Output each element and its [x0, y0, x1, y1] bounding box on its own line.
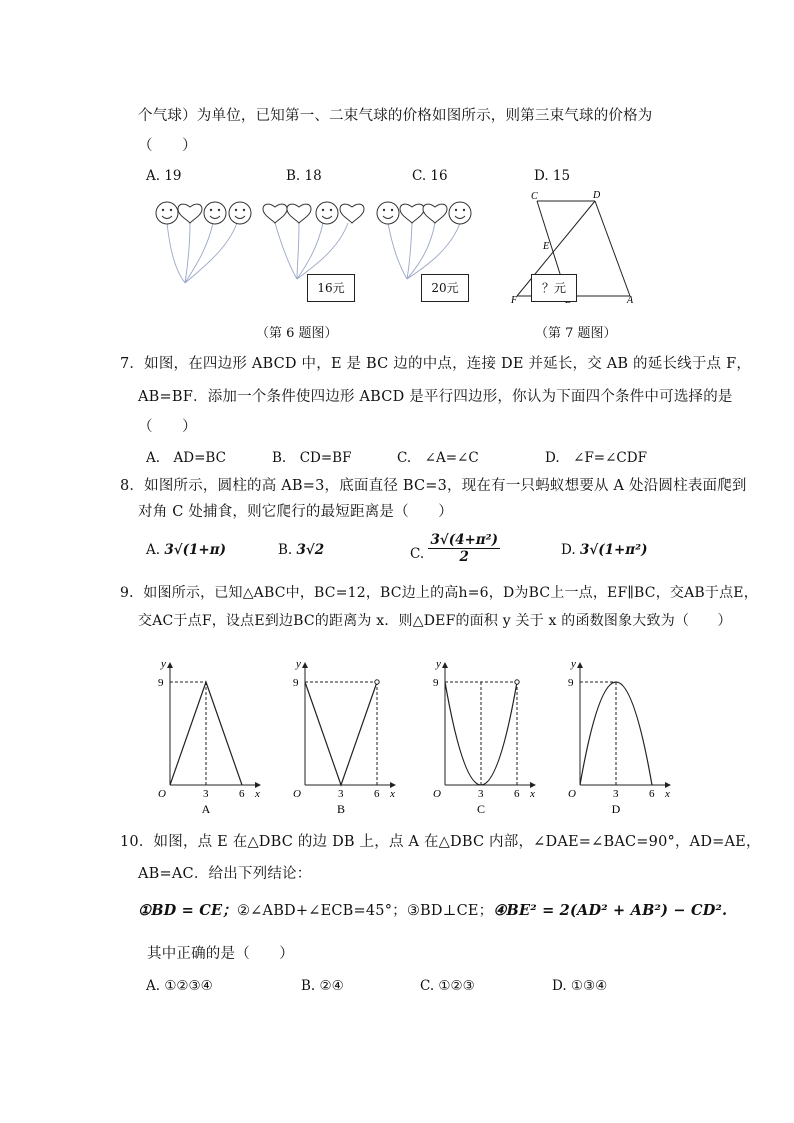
- q10-option-d[interactable]: D. ①③④: [552, 978, 608, 994]
- q9-b-y: y: [296, 658, 301, 670]
- q9-a-y: y: [161, 658, 166, 670]
- q7-label-f: F: [511, 295, 518, 306]
- q8-option-c-fraction: [428, 532, 500, 565]
- q10-option-c[interactable]: C. ①②③: [420, 978, 475, 994]
- q8-option-a[interactable]: [146, 542, 226, 558]
- q6-option-c[interactable]: C. 16: [412, 168, 448, 184]
- q6-price-box-1: 16元: [307, 274, 355, 302]
- q9-graph-d: [568, 658, 670, 816]
- q8-option-b[interactable]: [278, 542, 324, 558]
- q10-conclusion-2: ②∠ABD+∠ECB=45°；: [236, 903, 407, 919]
- q9-b-ytick: 9: [293, 677, 299, 689]
- q7-text-line1: 7．如图，在四边形 ABCD 中，E 是 BC 边的中点，连接 DE 并延长，交 AB 的延长线于点 F，: [120, 356, 752, 372]
- q8-option-a-value: 3√(1+π): [164, 542, 226, 558]
- balloon-bunch-2: [263, 202, 364, 279]
- q8-option-c-numerator: 3√(4+π²): [430, 532, 498, 548]
- q9-b-label: B: [336, 802, 346, 816]
- q9-graph-a: [158, 658, 260, 816]
- q9-d-ytick: 9: [568, 677, 574, 689]
- q7-option-b[interactable]: B. CD=BF: [272, 450, 352, 466]
- q9-a-x6: 6: [239, 788, 245, 800]
- q6-option-a[interactable]: A. 19: [146, 168, 182, 184]
- q10-text-line1: 10．如图，点 E 在△DBC 的边 DB 上，点 A 在△DBC 内部，∠DAE=∠BAC=90°，AD=AE，: [120, 834, 761, 850]
- q10-option-a[interactable]: A. ①②③④: [146, 978, 213, 994]
- q6-text-line1: 个气球）为单位，已知第一、二束气球的价格如图所示，则第三束气球的价格为: [138, 108, 653, 124]
- q9-b-x3: 3: [338, 788, 344, 800]
- q9-c-y: y: [436, 658, 441, 670]
- q9-a-x3: 3: [203, 788, 209, 800]
- q6-price-box-2: 20元: [421, 274, 469, 302]
- q9-graph-b: [293, 658, 395, 816]
- q7-paren: （ ）: [138, 419, 197, 435]
- q8-option-b-label: B.: [278, 542, 293, 558]
- q8-option-c[interactable]: [410, 532, 500, 565]
- q9-graphs: [150, 655, 680, 820]
- q7-label-a: A: [627, 295, 634, 306]
- q9-a-x: x: [255, 788, 260, 800]
- q8-option-d[interactable]: [561, 542, 647, 558]
- q9-a-label: A: [201, 802, 211, 816]
- q8-option-a-label: A.: [146, 542, 161, 558]
- q9-a-origin: O: [158, 788, 166, 800]
- q8-option-d-value: 3√(1+π²): [579, 542, 648, 558]
- q8-option-c-label: C.: [410, 545, 425, 562]
- q10-text-line2: AB=AC．给出下列结论：: [138, 866, 312, 882]
- q9-d-x6: 6: [649, 788, 655, 800]
- q8-text-line1: 8．如图所示，圆柱的高 AB=3，底面直径 BC=3，现在有一只蚂蚁想要从 A 处沿圆柱表面爬到: [120, 478, 747, 494]
- q8-option-c-denominator: 2: [459, 549, 469, 565]
- q6-option-d[interactable]: D. 15: [534, 168, 571, 184]
- q10-conclusion-3: ③BD⊥CE；: [406, 903, 494, 919]
- balloon-bunch-3: [377, 202, 471, 279]
- q7-caption: （第 7 题图）: [535, 326, 617, 341]
- q9-b-x6: 6: [374, 788, 380, 800]
- q9-c-x6: 6: [514, 788, 520, 800]
- q7-option-c[interactable]: C. ∠A=∠C: [397, 450, 479, 466]
- q10-conclusions: [138, 899, 727, 920]
- q9-graph-c: [433, 658, 535, 816]
- q8-option-d-label: D.: [561, 542, 576, 558]
- q10-ask: 其中正确的是（ ）: [147, 946, 294, 962]
- q7-text-line2: AB=BF．添加一个条件使四边形 ABCD 是平行四边形，你认为下面四个条件中可选择的是: [138, 389, 733, 405]
- q9-c-x: x: [530, 788, 535, 800]
- q8-option-b-value: 3√2: [296, 542, 325, 558]
- q7-label-c: C: [531, 191, 538, 202]
- q10-option-b[interactable]: B. ②④: [301, 978, 344, 994]
- q9-c-x3: 3: [478, 788, 484, 800]
- q9-b-origin: O: [293, 788, 301, 800]
- q7-price-box: ？元: [531, 274, 577, 302]
- q9-text-line1: 9．如图所示，已知△ABC中，BC=12，BC边上的高h=6，D为BC上一点，EF∥BC，交AB于点E，: [120, 585, 758, 601]
- balloon-bunch-1: [156, 202, 251, 283]
- q10-conclusion-1: ①BD = CE；: [138, 902, 237, 919]
- q7-option-d[interactable]: D. ∠F=∠CDF: [545, 450, 647, 466]
- q9-c-label: C: [476, 802, 486, 816]
- q9-d-x3: 3: [613, 788, 619, 800]
- q6-paren: （ ）: [138, 138, 197, 154]
- q9-d-y: y: [571, 658, 576, 670]
- q7-label-d: D: [593, 190, 601, 201]
- q9-d-origin: O: [568, 788, 576, 800]
- q9-text-line2: 交AC于点F，设点E到边BC的距离为 x．则△DEF的面积 y 关于 x 的函数图象大致为（ ）: [138, 613, 732, 629]
- q9-d-label: D: [611, 802, 621, 816]
- q9-a-ytick: 9: [158, 677, 164, 689]
- q10-conclusion-4: ④BE² = 2(AD² + AB²) − CD².: [493, 902, 728, 919]
- q9-c-ytick: 9: [433, 677, 439, 689]
- q7-label-e: E: [543, 241, 550, 252]
- q9-c-origin: O: [433, 788, 441, 800]
- q6-option-b[interactable]: B. 18: [286, 168, 322, 184]
- q9-d-x: x: [665, 788, 670, 800]
- q7-option-a[interactable]: A. AD=BC: [146, 450, 226, 466]
- q8-text-line2: 对角 C 处捕食，则它爬行的最短距离是（ ）: [138, 504, 453, 520]
- q6-caption: （第 6 题图）: [256, 326, 338, 341]
- q9-b-x: x: [390, 788, 395, 800]
